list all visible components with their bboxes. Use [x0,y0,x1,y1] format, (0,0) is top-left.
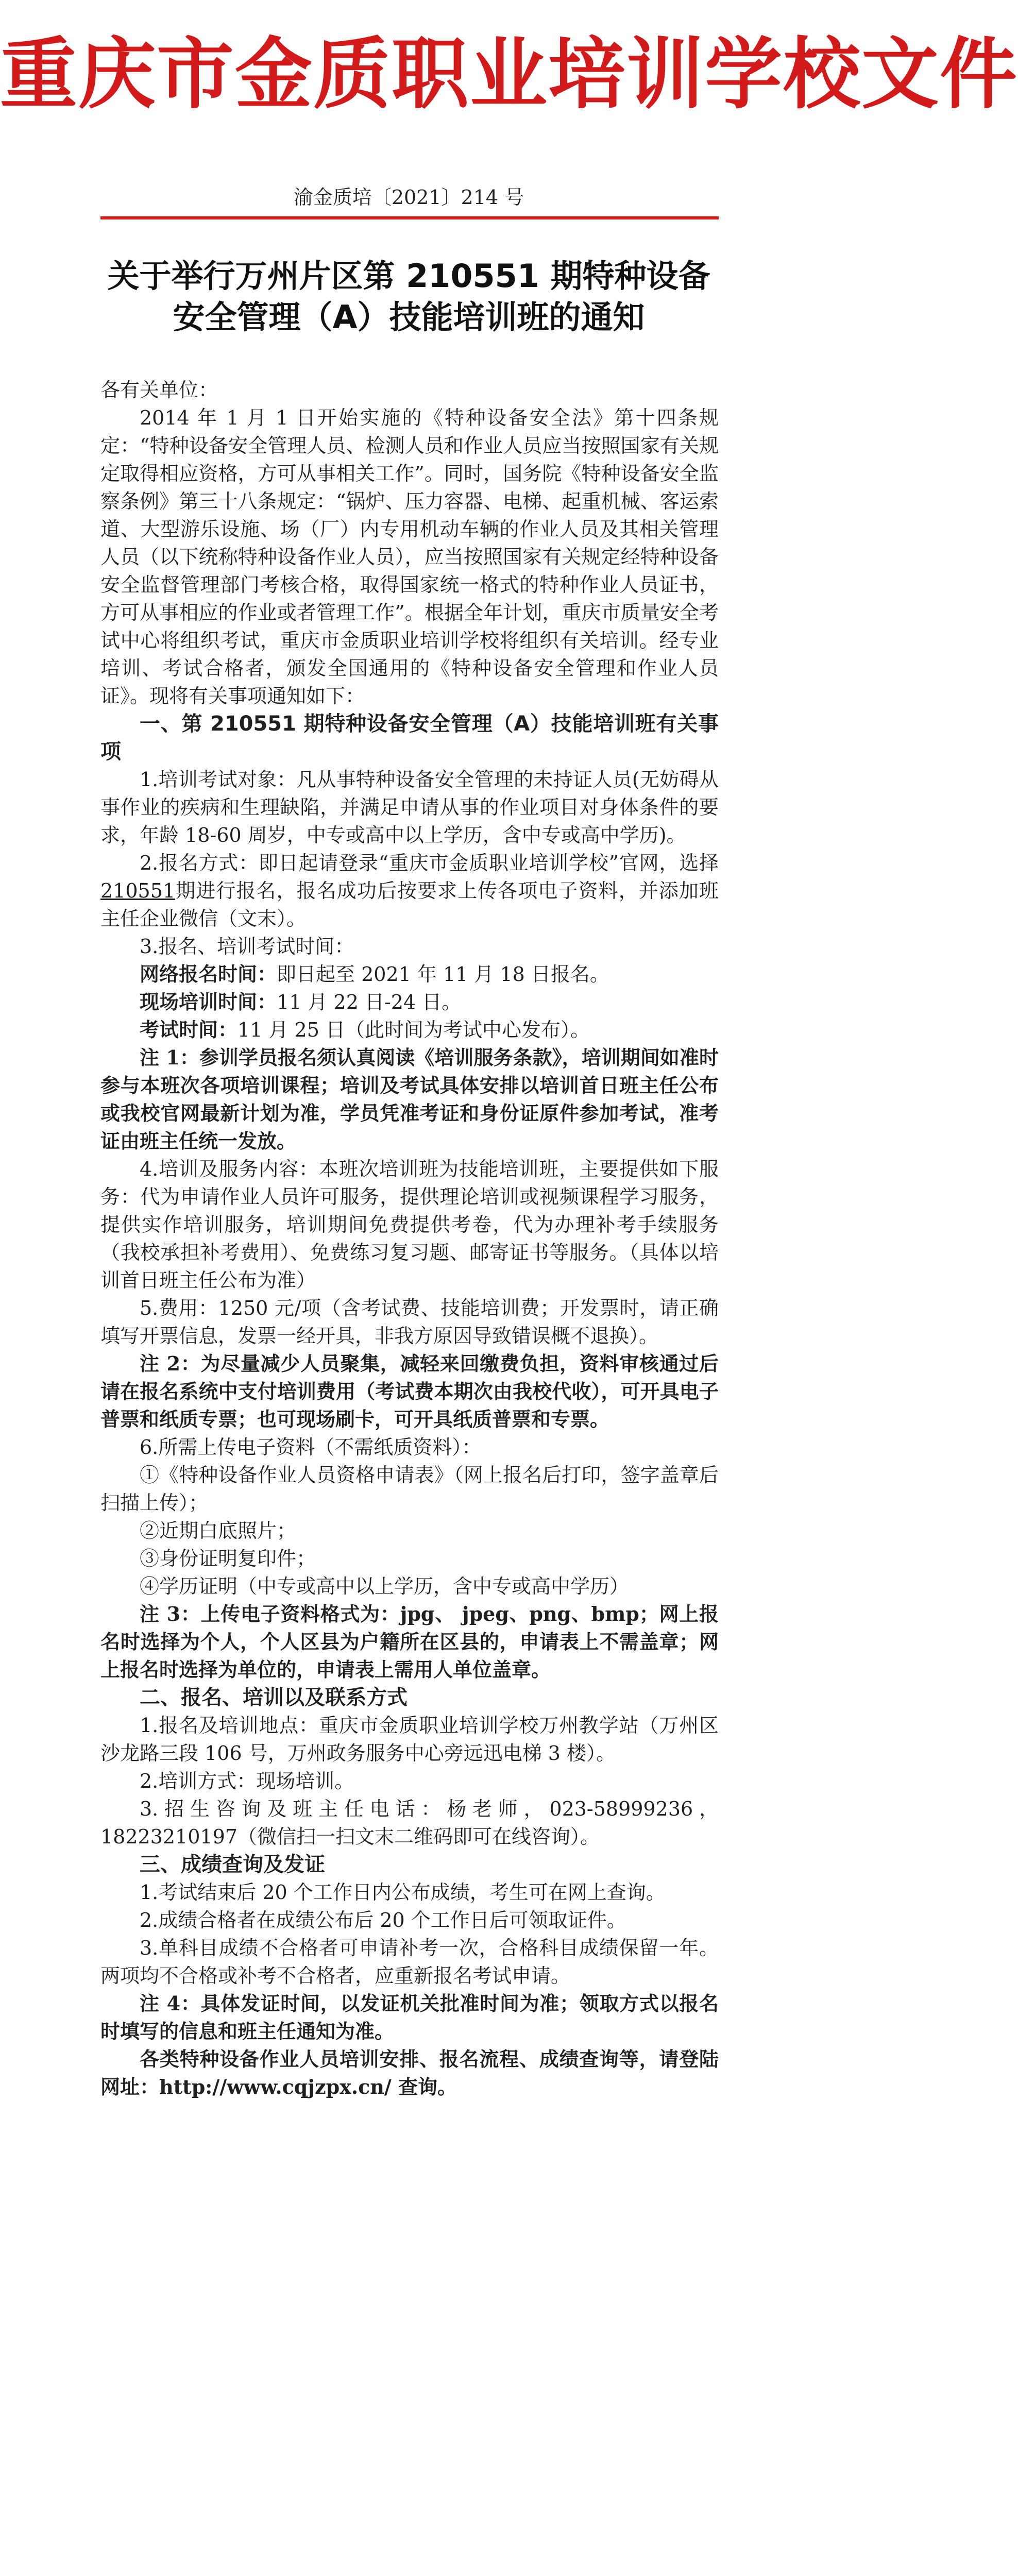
item-5-fees: 5.费用：1250 元/项（含考试费、技能培训费；开发票时，请正确填写开票信息，发票一经开具，非我方原因导致错误概不退换）。 [100,1297,719,1347]
document-requirement-3: ③身份证明复印件； [140,1547,316,1570]
online-registration-time [100,960,719,988]
notice-title-line-1: 关于举行万州片区第 210551 期特种设备 [107,257,710,295]
registration-location: 1.报名及培训地点：重庆市金质职业培训学校万州教学站（万州区沙龙路三段 106 号，万州政务服务中心旁远迅电梯 3 楼）。 [100,1714,719,1765]
document-requirement-2: ②近期白底照片； [140,1519,297,1542]
section-2-heading: 二、报名、培训以及联系方式 [140,1686,408,1709]
header-red-rule [100,216,719,219]
item-3-schedule: 3.报名、培训考试时间： [140,935,354,958]
class-code-link[interactable]: 210551 [100,879,176,902]
onsite-training-label: 现场培训时间： [140,990,277,1013]
note-4: 注 4：具体发证时间，以发证机关批准时间为准；领取方式以报名时填写的信息和班主任通知为准。 [100,1992,719,2043]
note-1: 注 1：参训学员报名须认真阅读《培训服务条款》，培训期间如准时参与本班次各项培训课程；培训及考试具体安排以培训首日班主任公布或我校官网最新计划为准，学员凭准考证和身份证原件参加考试，准考证由班主任统一发放。 [100,1046,719,1153]
item-6-documents: 6.所需上传电子资料（不需纸质资料）： [140,1436,482,1459]
note-2: 注 2：为尽量减少人员聚集，减轻来回缴费负担，资料审核通过后请在报名系统中支付培训费用（考试费本期次由我校代收），可开具电子普票和纸质专票；也可现场刷卡，可开具纸质普票和专票。 [100,1352,719,1431]
contact-info: 3.招生咨询及班主任电话：杨老师，023-58999236，18223210197（微信扫一扫文末二维码即可在线咨询）。 [100,1798,719,1848]
item-2-registration-method [100,849,719,933]
result-rule-3: 3.单科目成绩不合格者可申请补考一次，合格科目成绩保留一年。两项均不合格或补考不合格者，应重新报名考试申请。 [100,1937,719,1987]
closing-website-line: 各类特种设备作业人员培训安排、报名流程、成绩查询等，请登陆网址：http://www.cqjzpx.cn/ 查询。 [100,2047,719,2098]
intro-paragraph: 2014 年 1 月 1 日开始实施的《特种设备安全法》第十四条规定：“特种设备安全管理人员、检测人员和作业人员应当按照国家有关规定取得相应资格，方可从事相关工作”。同时，国务院《特种设备安全监察条例》第三十八条规定：“锅炉、压力容器、电梯、起重机械、客运索道、大型游乐设施、场（厂）内专用机动车辆的作业人员及其相关管理人员（以下统称特种设备作业人员），应当按照国家有关规定经特种设备安全监督管理部门考核合格，取得国家统一格式的特种作业人员证书，方可从事相应的作业或者管理工作”。根据全年计划，重庆市质量安全考试中心将组织考试，重庆市金质职业培训学校将组织有关培训。经专业培训、考试合格者，颁发全国通用的《特种设备安全管理和作业人员证》。现将有关事项通知如下： [100,406,719,707]
document-number: 渝金质培〔2021〕214 号 [293,186,524,209]
section-1-heading: 一、第 210551 期特种设备安全管理（A）技能培训班有关事项 [100,712,719,764]
document-header-title: 重庆市金质职业培训学校文件 [0,30,1018,120]
online-registration-value: 即日起至 2021 年 11 月 18 日报名。 [277,963,609,986]
section-3-heading: 三、成绩查询及发证 [140,1853,325,1876]
result-rule-2: 2.成绩合格者在成绩公布后 20 个工作日后可领取证件。 [140,1909,626,1931]
note-3: 注 3：上传电子资料格式为：jpg、 jpeg、png、bmp；网上报名时选择为个人，个人区县为户籍所在区县的，申请表上不需盖章；网上报名时选择为单位的，申请表上需用人单位盖章。 [100,1602,719,1681]
item-2-text-a: 2.报名方式：即日起请登录“重庆市金质职业培训学校”官网，选择 [140,852,719,874]
onsite-training-time [100,988,719,1016]
onsite-training-value: 11 月 22 日-24 日。 [277,991,462,1013]
exam-time-value: 11 月 25 日（此时间为考试中心发布）。 [237,1019,590,1041]
result-rule-1: 1.考试结束后 20 个工作日内公布成绩，考生可在网上查询。 [140,1881,666,1904]
item-4-services: 4.培训及服务内容：本班次培训班为技能培训班，主要提供如下服务：代为申请作业人员许可服务，提供理论培训或视频课程学习服务，提供实作培训服务，培训期间免费提供考卷，代为办理补考手续服务（我校承担补考费用）、免费练习复习题、邮寄证书等服务。（具体以培训首日班主任公布为准） [100,1158,719,1292]
online-registration-label: 网络报名时间： [140,962,277,986]
exam-time [100,1016,719,1044]
document-requirement-1: ①《特种设备作业人员资格申请表》（网上报名后打印，签字盖章后扫描上传）； [100,1464,719,1514]
salutation: 各有关单位： [100,379,218,401]
training-mode: 2.培训方式：现场培训。 [140,1770,354,1792]
notice-title-line-2: 安全管理（A）技能培训班的通知 [173,298,645,336]
item-1-target-students: 1.培训考试对象：凡从事特种设备安全管理的未持证人员(无妨碍从事作业的疾病和生理缺陷，并满足申请从事的作业项目对身体条件的要求，年龄 18-60 周岁，中专或高中以上学历，含中专或高中学历)。 [100,768,719,846]
document-requirement-4: ④学历证明（中专或高中以上学历，含中专或高中学历） [140,1575,630,1598]
item-2-text-b: 期进行报名，报名成功后按要求上传各项电子资料，并添加班主任企业微信（文末）。 [100,879,719,930]
exam-time-label: 考试时间： [140,1018,238,1041]
notice-body [100,376,719,2101]
